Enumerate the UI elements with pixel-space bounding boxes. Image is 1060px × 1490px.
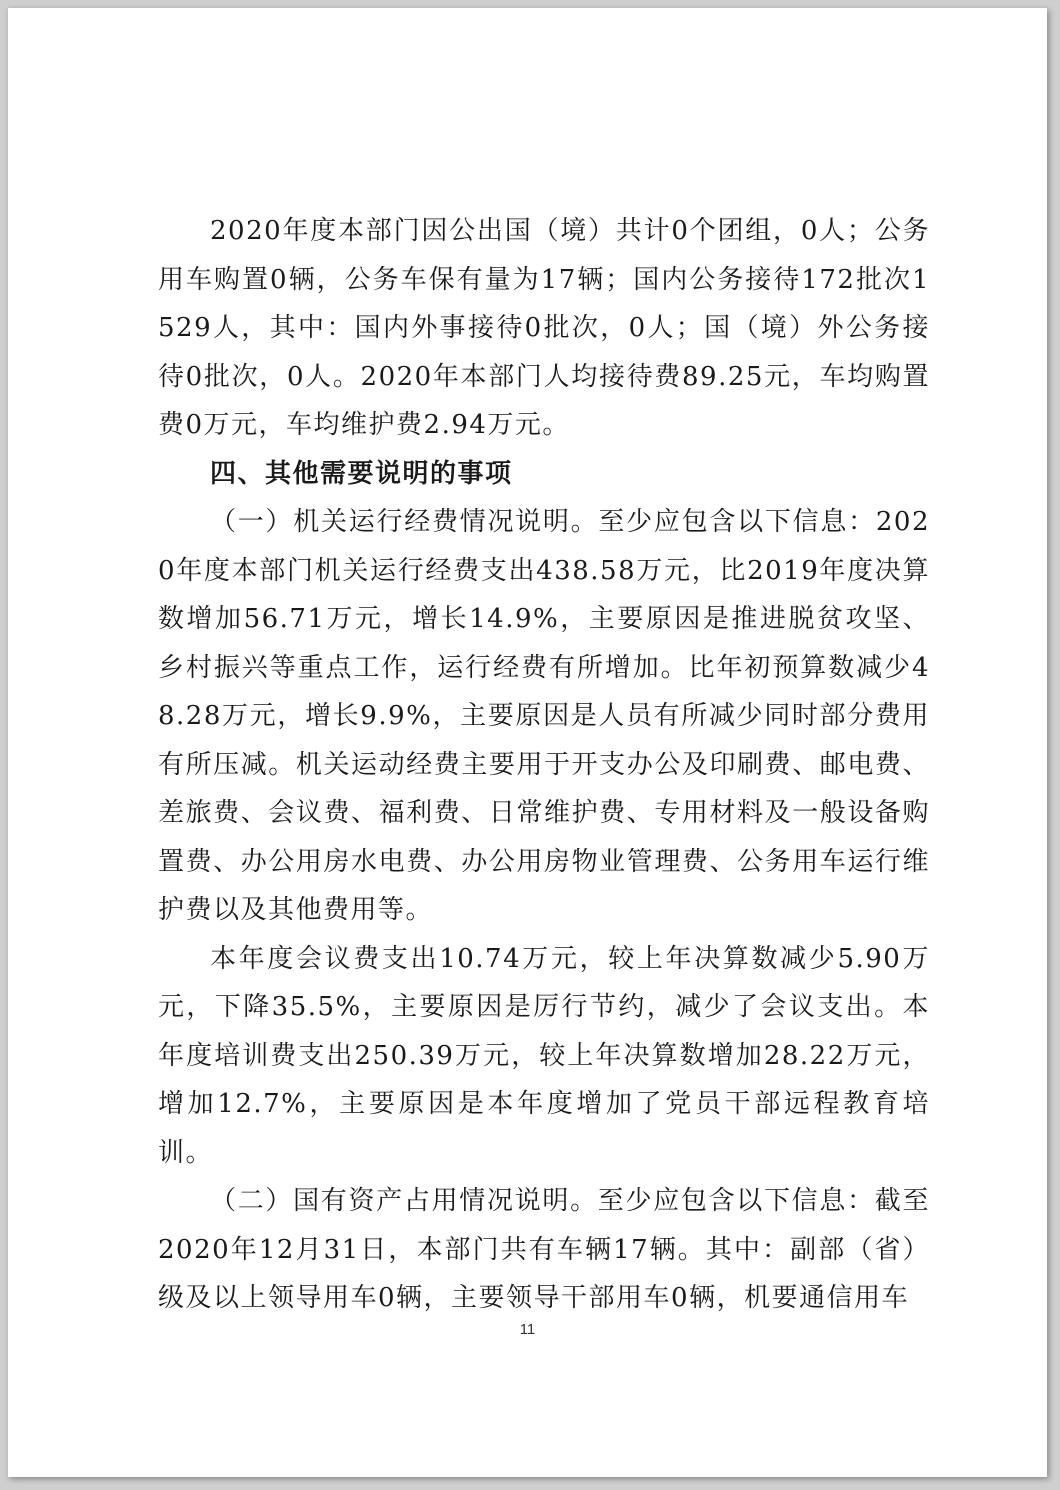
paragraph-operating-expenses: （一）机关运行经费情况说明。至少应包含以下信息：2020年度本部门机关运行经费支出438.58万元，比2019年度决算数增加56.71万元，增长14.9%，主要原因是推进脱贫攻坚、乡村振兴等重点工作，运行经费有所增加。比年初预算数减少48.28万元，增长9.9%，主要原因是人员有所减少同时部分费用有所压减。机关运动经费主要用于开支办公及印刷费、邮电费、差旅费、会议费、福利费、日常维护费、专用材料及一般设备购置费、办公用房水电费、办公用房物业管理费、公务用车运行维护费以及其他费用等。 [158, 507, 930, 925]
document-body [158, 207, 930, 1323]
paragraph-official-trips-and-vehicles: 2020年度本部门因公出国（境）共计0个团组，0人；公务用车购置0辆，公务车保有量为17辆；国内公务接待172批次1529人，其中：国内外事接待0批次，0人；国（境）外公务接待0批次，0人。2020年本部门人均接待费89.25元，车均购置费0万元，车均维护费2.94万元。 [158, 216, 930, 440]
section-heading-other-matters: 四、其他需要说明的事项 [210, 458, 513, 489]
page-number: 11 [519, 1321, 536, 1338]
document-page [8, 8, 1047, 1477]
paragraph-state-assets: （二）国有资产占用情况说明。至少应包含以下信息：截至2020年12月31日，本部门共有车辆17辆。其中：副部（省）级及以上领导用车0辆，主要领导干部用车0辆，机要通信用车 [158, 1186, 930, 1313]
paragraph-meeting-training-expenses: 本年度会议费支出10.74万元，较上年决算数减少5.90万元，下降35.5%，主要原因是厉行节约，减少了会议支出。本年度培训费支出250.39万元，较上年决算数增加28.22万元，增加12.7%，主要原因是本年度增加了党员干部远程教育培训。 [158, 943, 930, 1168]
